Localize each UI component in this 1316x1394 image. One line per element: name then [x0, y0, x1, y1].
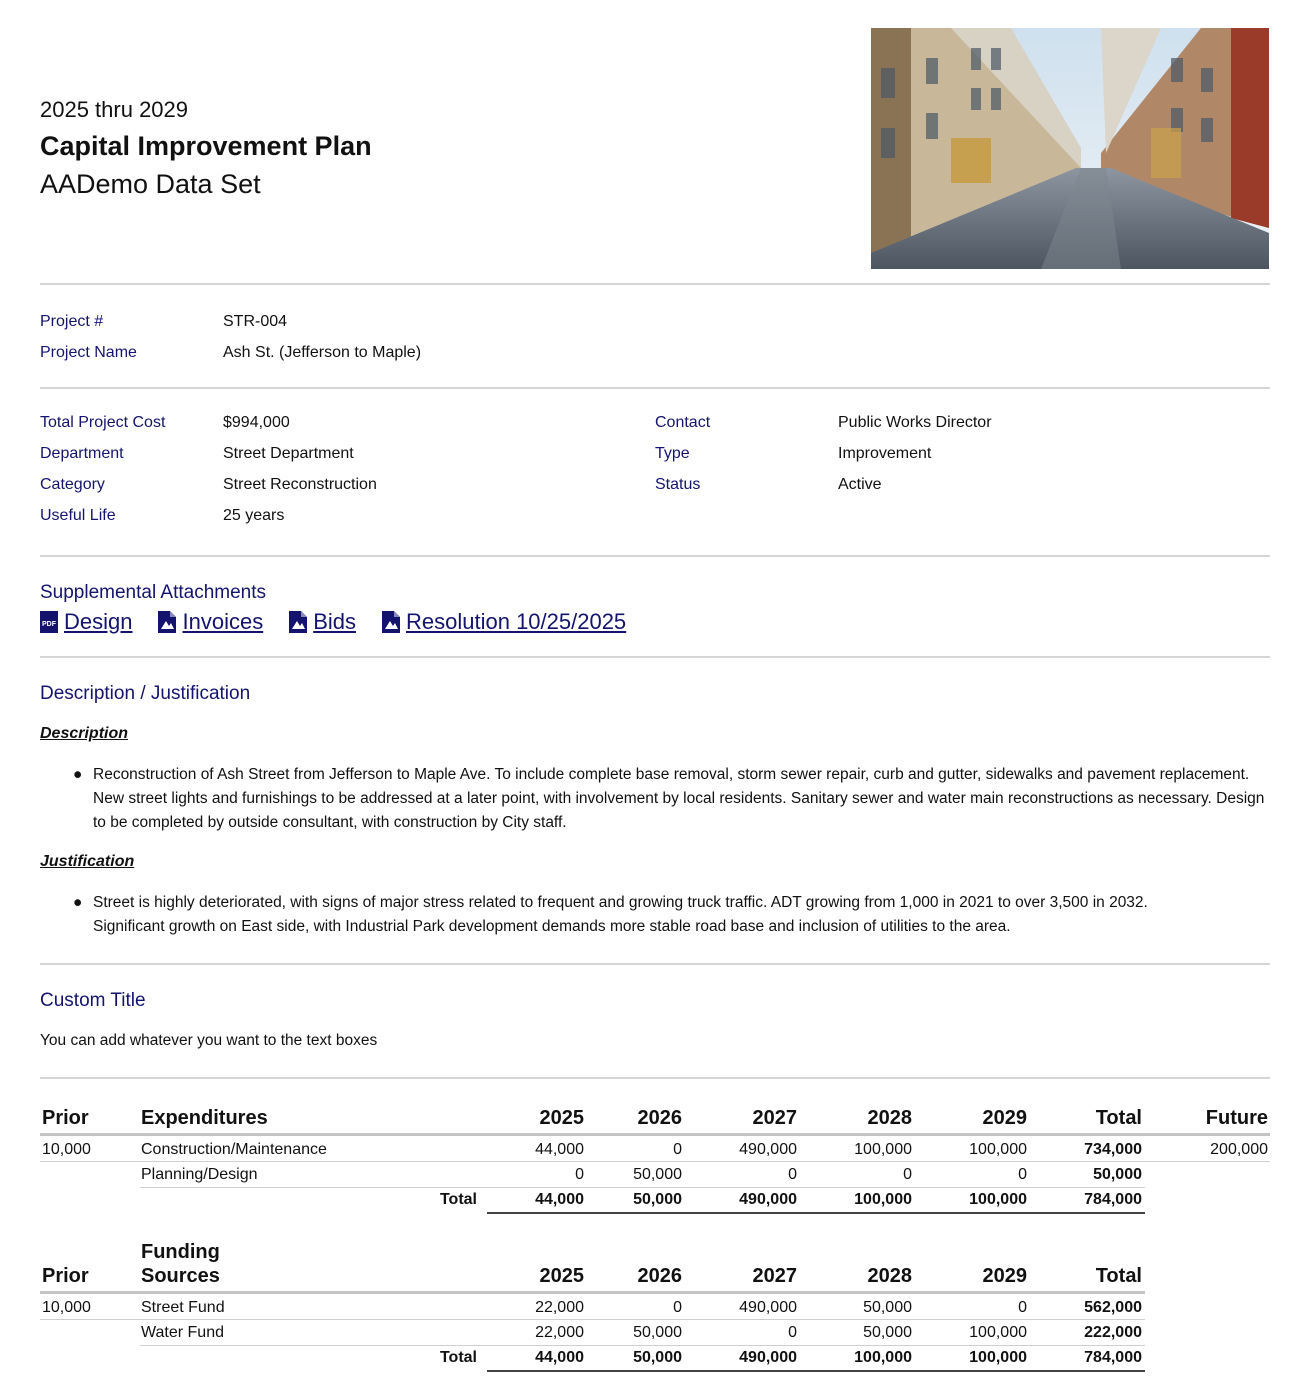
project-name: Ash St. (Jefferson to Maple) [223, 344, 422, 361]
row-total: 50,000 [1093, 1166, 1142, 1183]
totals-rule [487, 1212, 1145, 1214]
description-heading: Description [40, 725, 129, 742]
prior-value: 10,000 [42, 1299, 91, 1316]
street-photo [871, 28, 1269, 269]
header-expenditures: Expenditures [141, 1107, 268, 1129]
justification-heading: Justification [40, 853, 135, 870]
row-total: 562,000 [1084, 1299, 1142, 1316]
row-2027: 490,000 [739, 1141, 797, 1158]
description-bullet [73, 763, 1268, 835]
status-label: Status [655, 476, 701, 493]
future-value: 200,000 [1210, 1141, 1268, 1158]
divider [40, 1077, 1270, 1079]
custom-text: You can add whatever you want to the text boxes [40, 1032, 378, 1049]
total-2025: 44,000 [535, 1349, 584, 1366]
divider [40, 387, 1270, 389]
useful-life: 25 years [223, 507, 285, 524]
totals-label: Total [439, 1191, 477, 1208]
attachment-label: Invoices [182, 609, 264, 634]
row-rule [40, 1161, 1270, 1162]
header-total: Total [1095, 1265, 1142, 1287]
row-2026: 50,000 [633, 1166, 682, 1183]
row-2029: 0 [1018, 1299, 1027, 1316]
image-file-icon [158, 611, 176, 633]
header-2027: 2027 [752, 1107, 797, 1129]
divider [40, 283, 1270, 285]
plan-years: 2025 thru 2029 [40, 97, 189, 122]
header-2026: 2026 [637, 1265, 682, 1287]
pdf-badge-text: PDF [42, 621, 56, 628]
description-text: Reconstruction of Ash Street from Jefferson to Maple Ave. To include complete base removal, storm sewer repair, curb and gutter, sidewalks and pavement replacement. New street lights and furnishings to be addressed at a later point, with involvement by local residents. Sanitary sewer and water main reconstructions as necessary. Design to be completed by outside consultant, with construction by City staff. [93, 766, 1265, 831]
project-name-label: Project Name [40, 344, 137, 361]
total-cost-label: Total Project Cost [40, 414, 166, 431]
header-2026: 2026 [637, 1107, 682, 1129]
project-number-label: Project # [40, 313, 104, 330]
row-2029: 100,000 [969, 1141, 1027, 1158]
row-2028: 0 [903, 1166, 912, 1183]
justification-bullet [73, 891, 1213, 939]
department: Street Department [223, 445, 354, 462]
divider [40, 656, 1270, 658]
attachment-resolution-link[interactable] [382, 609, 626, 635]
total-2027: 490,000 [739, 1191, 797, 1208]
totals-label: Total [439, 1349, 477, 1366]
header-total: Total [1095, 1107, 1142, 1129]
row-2028: 50,000 [863, 1324, 912, 1341]
header-2028: 2028 [867, 1265, 912, 1287]
total-2028: 100,000 [854, 1191, 912, 1208]
useful-life-label: Useful Life [40, 507, 116, 524]
totals-rule [487, 1370, 1145, 1372]
bullet-dot: ● [73, 894, 83, 911]
row-name: Street Fund [141, 1299, 225, 1316]
row-total: 222,000 [1084, 1324, 1142, 1341]
grand-total: 784,000 [1084, 1191, 1142, 1208]
attachment-invoices-link[interactable] [158, 609, 263, 635]
header-2027: 2027 [752, 1265, 797, 1287]
header-2029: 2029 [982, 1265, 1027, 1287]
header-2029: 2029 [982, 1107, 1027, 1129]
attachments-title: Supplemental Attachments [40, 582, 267, 603]
total-2029: 100,000 [969, 1349, 1027, 1366]
attachment-design-link[interactable] [40, 609, 132, 635]
row-rule [140, 1345, 1145, 1346]
header-rule [40, 1133, 1270, 1136]
row-2029: 0 [1018, 1166, 1027, 1183]
image-file-icon [382, 611, 400, 633]
divider [40, 555, 1270, 557]
total-2026: 50,000 [633, 1349, 682, 1366]
bullet-dot: ● [73, 766, 83, 783]
project-number: STR-004 [223, 313, 288, 330]
row-2028: 50,000 [863, 1299, 912, 1316]
category: Street Reconstruction [223, 476, 377, 493]
row-rule [140, 1187, 1145, 1188]
header-funding: Funding [141, 1241, 220, 1263]
row-2029: 100,000 [969, 1324, 1027, 1341]
row-2025: 22,000 [535, 1324, 584, 1341]
header-rule [40, 1291, 1145, 1294]
header-2025: 2025 [539, 1265, 584, 1287]
divider [40, 963, 1270, 965]
total-2026: 50,000 [633, 1191, 682, 1208]
header-future: Future [1205, 1107, 1268, 1129]
row-total: 734,000 [1084, 1141, 1142, 1158]
grand-total: 784,000 [1084, 1349, 1142, 1366]
total-2028: 100,000 [854, 1349, 912, 1366]
row-2027: 0 [788, 1166, 797, 1183]
justification-text: Street is highly deteriorated, with signs of major stress related to frequent and growing truck traffic. ADT growing from 1,000 in 2021 to over 3,500 in 2032. Significant growth on East side, with Industrial Park development demands more stable road base and inclusion of utilities to the area. [93, 894, 1148, 935]
department-label: Department [40, 445, 124, 462]
custom-title: Custom Title [40, 990, 146, 1011]
pdf-file-icon [40, 611, 58, 633]
contact-label: Contact [655, 414, 711, 431]
row-2025: 44,000 [535, 1141, 584, 1158]
header-prior: Prior [42, 1107, 89, 1129]
row-rule [40, 1319, 1145, 1320]
row-2025: 22,000 [535, 1299, 584, 1316]
row-2027: 490,000 [739, 1299, 797, 1316]
category-label: Category [40, 476, 105, 493]
total-cost: $994,000 [223, 414, 290, 431]
row-name: Planning/Design [141, 1166, 258, 1183]
row-name: Water Fund [141, 1324, 224, 1341]
row-2025: 0 [575, 1166, 584, 1183]
header-prior: Prior [42, 1265, 89, 1287]
row-2026: 0 [673, 1299, 682, 1316]
contact: Public Works Director [838, 414, 992, 431]
attachments-list [40, 609, 652, 635]
status: Active [838, 476, 882, 493]
description-section-title: Description / Justification [40, 683, 251, 704]
type: Improvement [838, 445, 932, 462]
type-label: Type [655, 445, 690, 462]
row-2027: 0 [788, 1324, 797, 1341]
header-2025: 2025 [539, 1107, 584, 1129]
header-sources: Sources [141, 1265, 220, 1287]
attachment-label: Design [64, 609, 133, 634]
row-2026: 50,000 [633, 1324, 682, 1341]
image-file-icon [289, 611, 307, 633]
row-name: Construction/Maintenance [141, 1141, 327, 1158]
attachment-label: Resolution 10/25/2025 [406, 609, 627, 634]
attachment-label: Bids [313, 609, 356, 634]
data-set-name: AADemo Data Set [40, 169, 261, 199]
total-2025: 44,000 [535, 1191, 584, 1208]
row-2028: 100,000 [854, 1141, 912, 1158]
page-title: Capital Improvement Plan [40, 131, 372, 161]
total-2029: 100,000 [969, 1191, 1027, 1208]
header-2028: 2028 [867, 1107, 912, 1129]
attachment-bids-link[interactable] [289, 609, 356, 635]
total-2027: 490,000 [739, 1349, 797, 1366]
row-2026: 0 [673, 1141, 682, 1158]
prior-value: 10,000 [42, 1141, 91, 1158]
